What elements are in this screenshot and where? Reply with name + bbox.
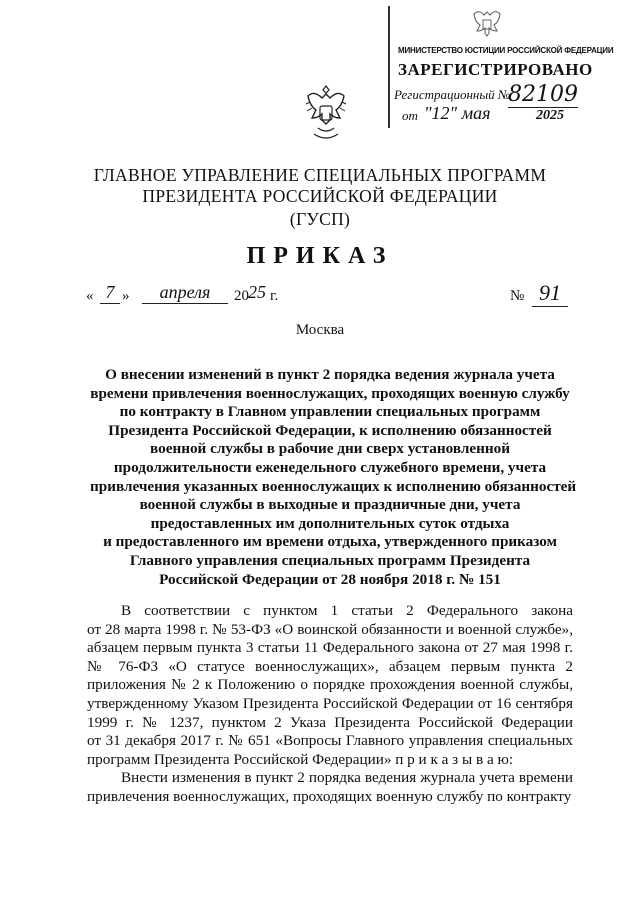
body-line: программ Президента Российской Федерации» п р и к а з ы в а ю: [87,750,514,768]
stamp-border [388,6,390,128]
body-line: от 28 марта 1998 г. № 53-ФЗ «О воинской обязанности и военной службе», [87,620,573,638]
stamp-regnum-label: Регистрационный № [394,87,511,102]
subject-line: Российской Федерации от 28 ноября 2018 г. № 151 [159,570,501,588]
subject-line: военной службы в рабочие дни сверх установленной [150,440,510,458]
date-quote-close: » [122,288,130,304]
coat-of-arms-icon [300,82,352,146]
stamp-ministry: МИНИСТЕРСТВО ЮСТИЦИИ РОССИЙСКОЙ ФЕДЕРАЦИИ [398,46,614,55]
order-number: 91 [532,280,568,307]
body-line: Внести изменения в пункт 2 порядка ведения журнала учета времени [121,769,573,787]
org-abbreviation: (ГУСП) [289,209,351,229]
subject-line: Главного управления специальных программ Президента [129,551,531,569]
subject-line: продолжительности еженедельного служебного времени, учета [113,458,547,476]
body-line: от 31 декабря 2017 г. № 651 «Вопросы Главного управления специальных [87,732,573,750]
order-subject [90,366,577,589]
subject-line: привлечения указанных военнослужащих к исполнению обязанностей [90,477,577,495]
stamp-date-value: "12" мая [424,103,491,123]
city: Москва [295,322,345,338]
order-year-prefix: 20 [234,288,249,304]
body-text [87,602,573,807]
order-number-sign: № [510,288,525,304]
stamp-date-prefix: от [402,108,418,123]
date-quote-open: « [86,288,94,304]
subject-line: О внесении изменений в пункт 2 порядка ведения журнала учета [105,366,555,383]
order-year-handwritten: 25 [248,282,266,302]
stamp-regnum-value: 82109 [508,82,578,107]
subject-line: военной службы в выходные и праздничные дни, учета [139,496,521,514]
body-line: приложения № 2 к Положению о порядке прохождения военной службы, [87,676,573,694]
body-line: утвержденному Указом Президента Российской Федерации от 16 сентября [87,694,573,712]
body-line: привлечения военнослужащих, проходящих военную службу по контракту [87,787,572,805]
document-type-title: ПРИКАЗ [246,243,394,269]
order-year-suffix: г. [270,288,279,304]
body-line: № 76-ФЗ «О статусе военнослужащих», абзацем первым пункта 2 [87,657,573,675]
org-name-line1: ГЛАВНОЕ УПРАВЛЕНИЕ СПЕЦИАЛЬНЫХ ПРОГРАММ [93,165,547,185]
stamp-date-year: 2025 [536,108,564,123]
subject-line: Президента Российской Федерации, к исполнению обязанностей [108,421,552,439]
order-month: апреля [142,282,228,304]
stamp-registered: ЗАРЕГИСТРИРОВАНО [398,60,593,79]
subject-line: времени привлечения военнослужащих, проходящих военную службу [90,384,570,402]
body-line: 1999 г. № 1237, пунктом 2 Указа Президента Российской Федерации [87,713,573,731]
stamp-emblem-icon [470,4,504,44]
subject-line: предоставленных им дополнительных суток отдыха [150,514,510,532]
order-day: 7 [100,282,120,304]
subject-line: по контракту в Главном управлении специальных программ [119,403,541,421]
body-line: В соответствии с пунктом 1 статьи 2 Федерального закона [121,602,573,619]
body-line: абзацем первым пункта 3 статьи 11 Федерального закона от 27 мая 1998 г. [87,639,573,657]
subject-line: и предоставленного им времени отдыха, утвержденного приказом [103,533,557,551]
org-name-line2: ПРЕЗИДЕНТА РОССИЙСКОЙ ФЕДЕРАЦИИ [142,186,498,206]
